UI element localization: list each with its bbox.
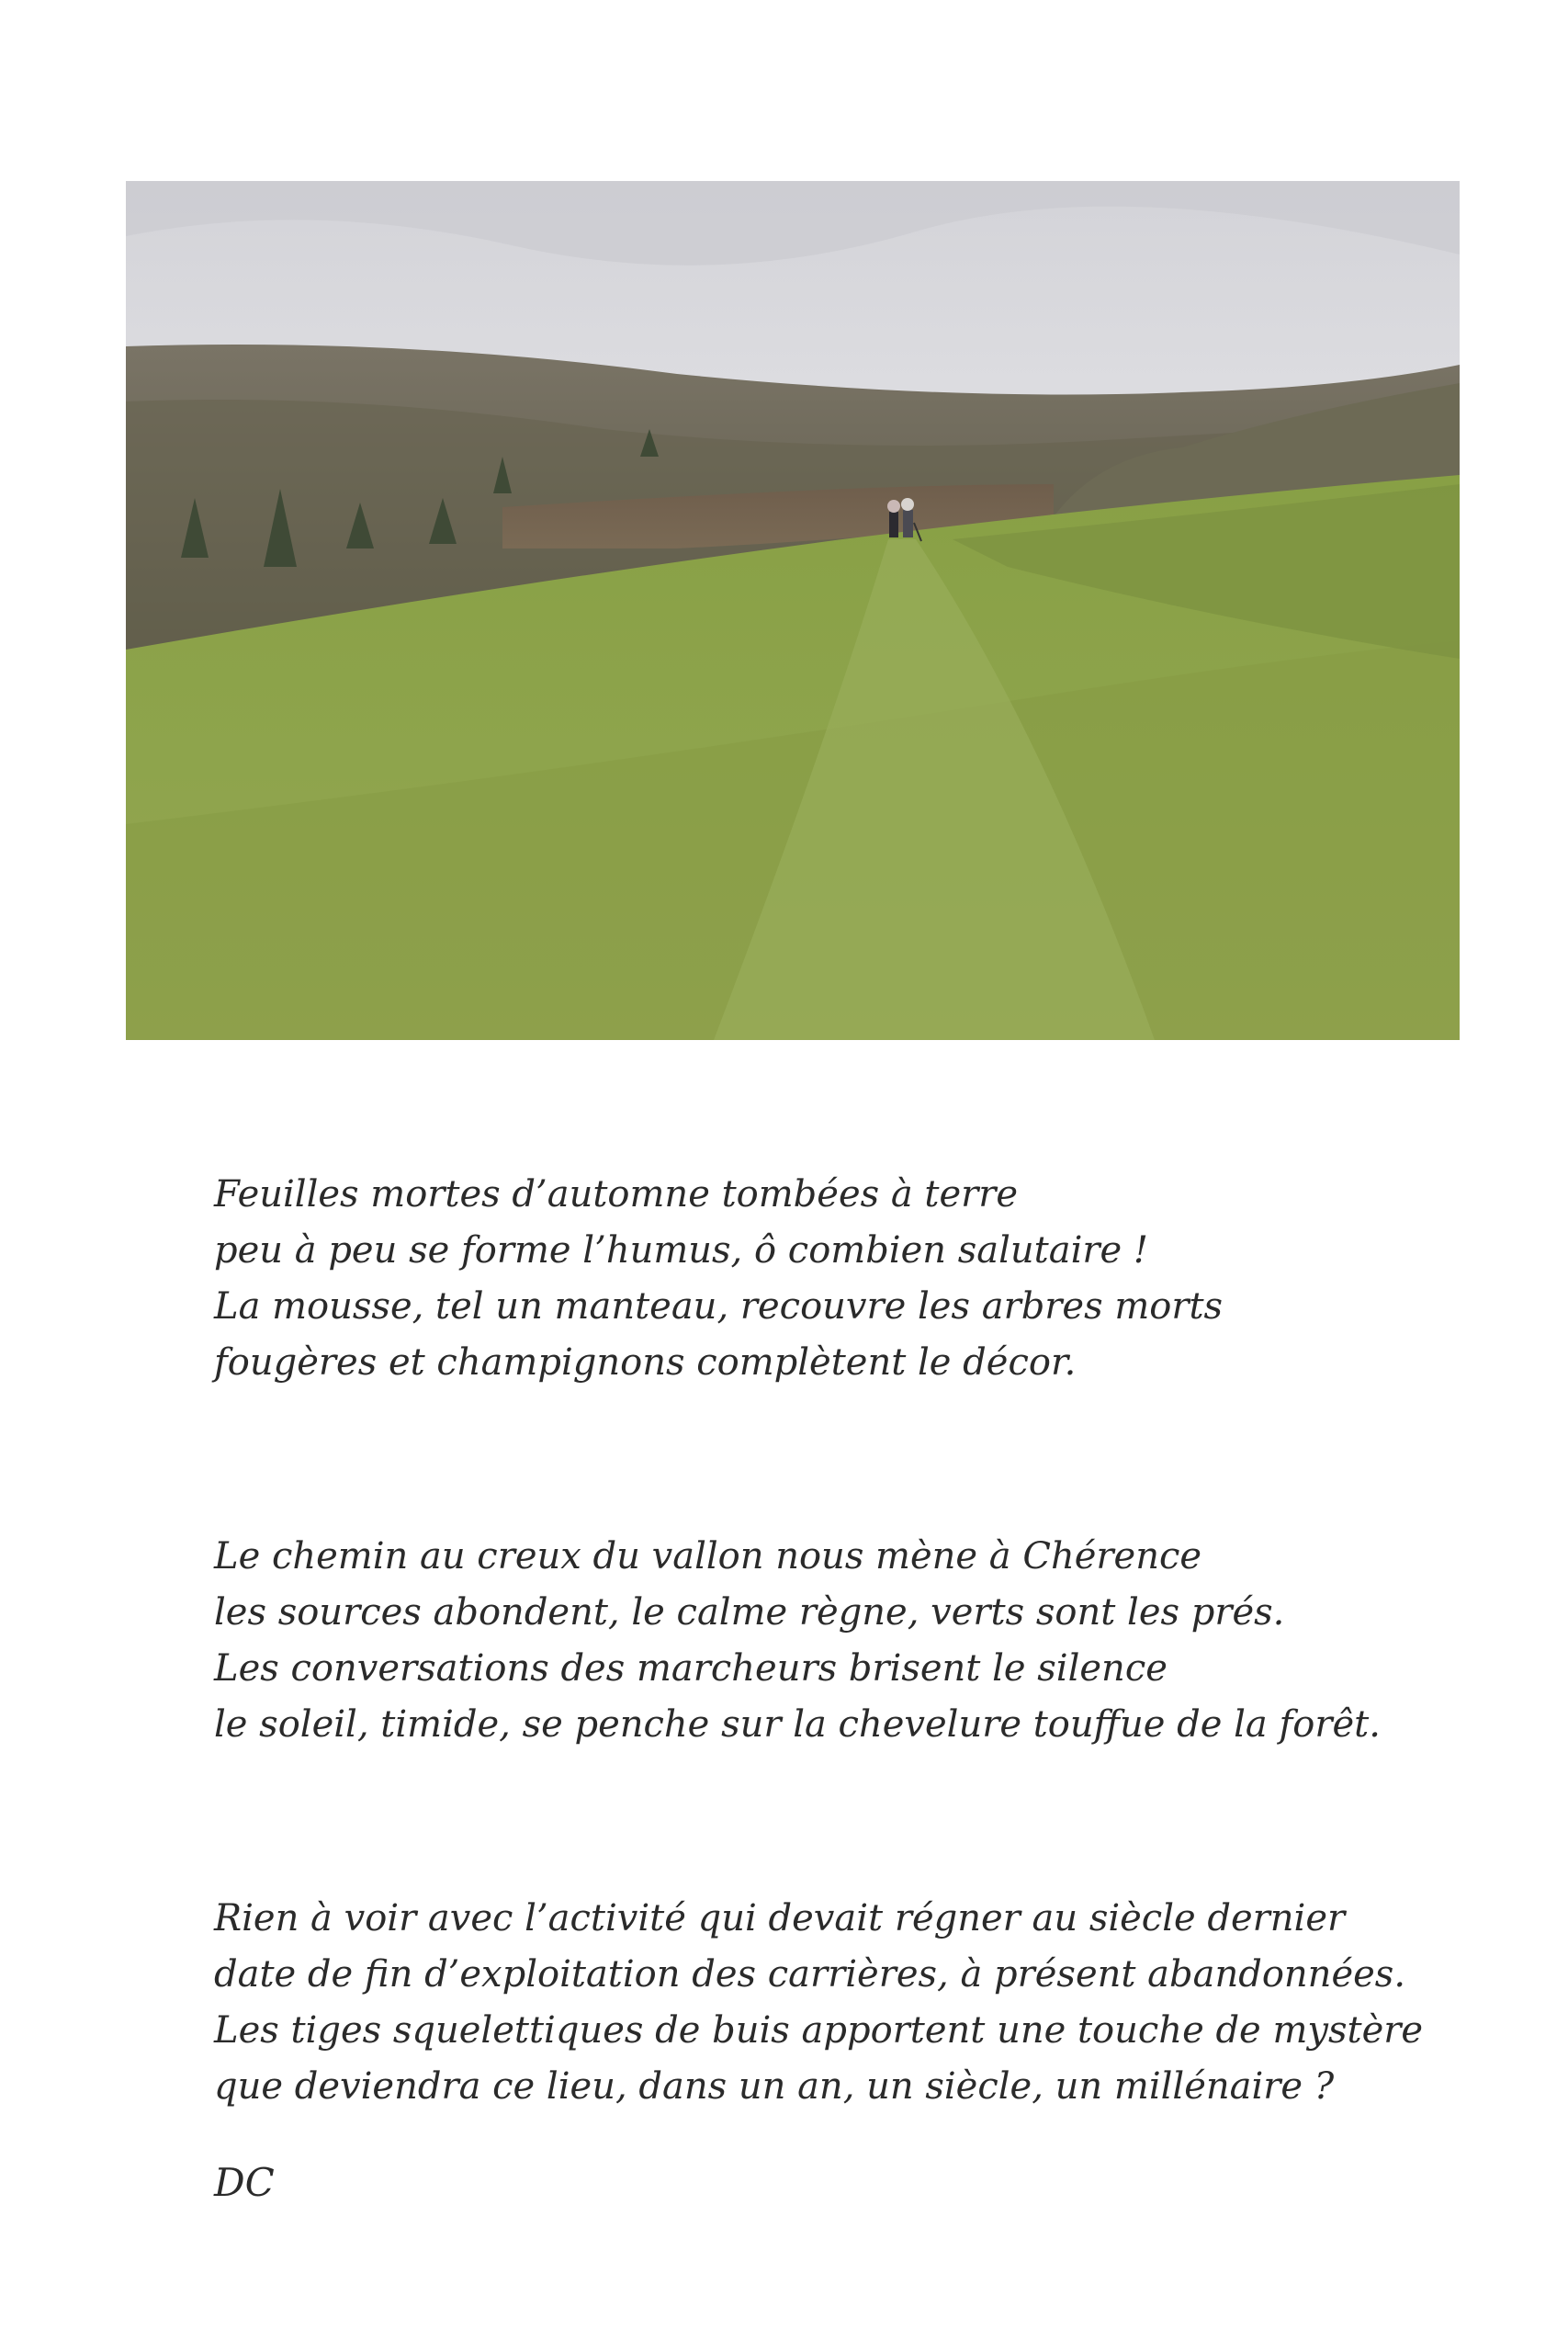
poem-line: Rien à voir avec l’activité qui devait régner au siècle dernier — [214, 1897, 1346, 1939]
poem — [214, 1167, 1445, 2115]
poem-line: La mousse, tel un manteau, recouvre les arbres morts — [214, 1285, 1224, 1328]
poem-line: le soleil, timide, se penche sur la chevelure touffue de la forêt. — [214, 1703, 1381, 1746]
poem-line: Feuilles mortes d’automne tombées à terre — [214, 1173, 1019, 1216]
poem-line: que deviendra ce lieu, dans un an, un siècle, un millénaire ? — [214, 2065, 1335, 2108]
poem-line: fougères et champignons complètent le décor. — [214, 1341, 1077, 1384]
author-signature: DC — [214, 2160, 275, 2205]
stanza-1 — [214, 1167, 1445, 1391]
poem-line: Les conversations des marcheurs brisent le silence — [214, 1647, 1168, 1690]
stanza-3 — [214, 1891, 1445, 2115]
landscape-illustration — [126, 181, 1460, 1040]
landscape-photo — [126, 181, 1460, 1040]
poem-line: Les tiges squelettiques de buis apportent une touche de mystère — [214, 2009, 1424, 2052]
stanza-2 — [214, 1529, 1445, 1753]
poem-line: peu à peu se forme l’humus, ô combien salutaire ! — [214, 1229, 1148, 1272]
poem-line: Le chemin au creux du vallon nous mène à Chérence — [214, 1535, 1202, 1577]
poem-line: les sources abondent, le calme règne, verts sont les prés. — [214, 1591, 1285, 1634]
poem-line: date de fin d’exploitation des carrières, à présent abandonnées. — [214, 1953, 1406, 1996]
